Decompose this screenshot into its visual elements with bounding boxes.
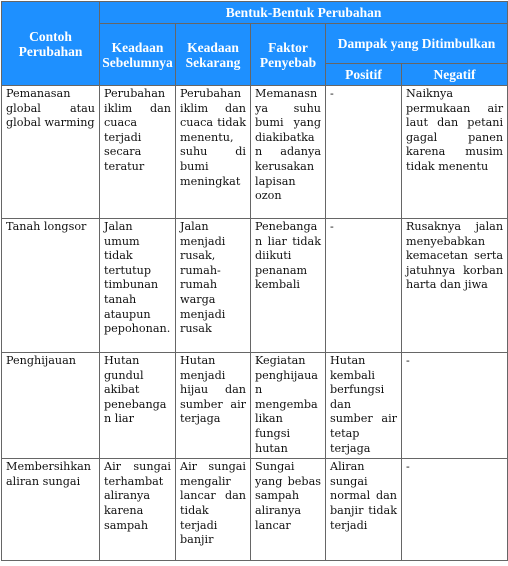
cell-sekarang: Jalan menjadi rusak, rumah-rumah warga menjadi rusak: [176, 219, 251, 353]
table-row: [2, 86, 508, 219]
header-row-1: [2, 2, 508, 24]
header-positif: Positif: [326, 64, 402, 86]
cell-faktor: Memanasnya suhu bumi yang diakibatkan adanya kerusakan lapisan ozon: [251, 86, 326, 219]
table-row: [2, 459, 508, 561]
cell-sekarang: Perubahan iklim dan cuaca tidak menentu, suhu di bumi meningkat: [176, 86, 251, 219]
cell-contoh: Pemanasan global atau global warming: [2, 86, 100, 219]
cell-sebelum: Air sungai terhambat aliranya karena sampah: [100, 459, 176, 561]
cell-contoh: Tanah longsor: [2, 219, 100, 353]
cell-contoh: Penghijauan: [2, 353, 100, 459]
header-negatif: Negatif: [402, 64, 508, 86]
header-dampak: Dampak yang Ditimbulkan: [326, 24, 508, 64]
header-contoh: Contoh Perubahan: [2, 2, 100, 86]
header-bentuk: Bentuk-Bentuk Perubahan: [100, 2, 508, 24]
table-row: [2, 353, 508, 459]
cell-positif: Hutan kembali berfungsi dan sumber air tetap terjaga: [326, 353, 402, 459]
cell-negatif: Naiknya permukaan air laut dan petani gagal panen karena musim tidak menentu: [402, 86, 508, 219]
header-faktor: Faktor Penyebab: [251, 24, 326, 86]
cell-sekarang: Hutan menjadi hijau dan sumber air terjaga: [176, 353, 251, 459]
cell-sebelum: Hutan gundul akibat penebangan liar: [100, 353, 176, 459]
cell-faktor: Sungai yang bebas sampah aliranya lancar: [251, 459, 326, 561]
cell-sebelum: Perubahan iklim dan cuaca terjadi secara teratur: [100, 86, 176, 219]
perubahan-table: [1, 1, 508, 561]
cell-faktor: Penebangan liar tidak diikuti penanam kembali: [251, 219, 326, 353]
table-row: [2, 219, 508, 353]
cell-positif: Aliran sungai normal dan banjir tidak terjadi: [326, 459, 402, 561]
cell-sebelum: Jalan umum tidak tertutup timbunan tanah ataupun pepohonan.: [100, 219, 176, 353]
header-keadaan-sebelum: Keadaan Sebelumnya: [100, 24, 176, 86]
cell-sekarang: Air sungai mengalir lancar dan tidak terjadi banjir: [176, 459, 251, 561]
cell-positif: -: [326, 86, 402, 219]
cell-negatif: -: [402, 459, 508, 561]
cell-negatif: Rusaknya jalan menyebabkan kemacetan serta jatuhnya korban harta dan jiwa: [402, 219, 508, 353]
cell-negatif: -: [402, 353, 508, 459]
cell-contoh: Membersihkan aliran sungai: [2, 459, 100, 561]
cell-faktor: Kegiatan penghijauan mengembalikan fungsi hutan: [251, 353, 326, 459]
header-keadaan-sekarang: Keadaan Sekarang: [176, 24, 251, 86]
cell-positif: -: [326, 219, 402, 353]
